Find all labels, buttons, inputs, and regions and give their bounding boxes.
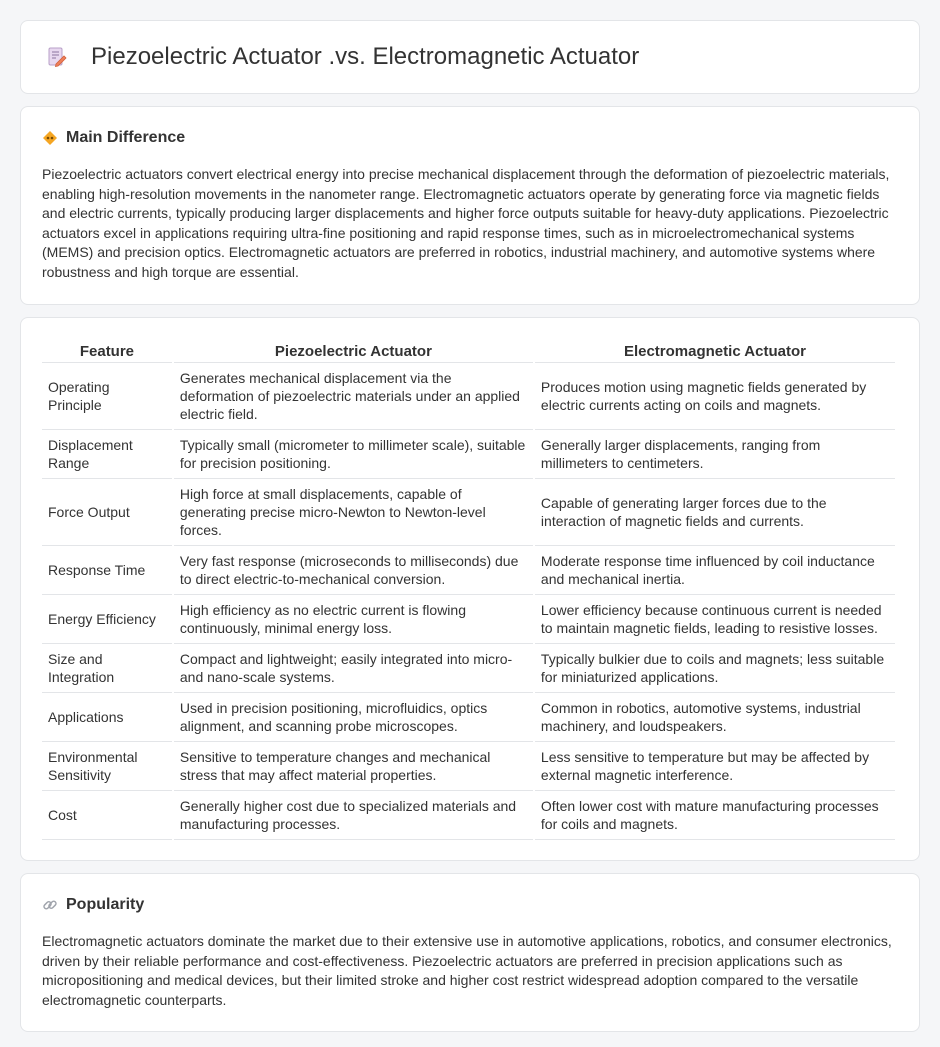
- electromagnetic-cell: Common in robotics, automotive systems, industrial machinery, and loudspeakers.: [535, 693, 895, 742]
- main-difference-section: [20, 106, 920, 305]
- feature-cell: Response Time: [42, 546, 172, 595]
- table-row: [42, 595, 895, 644]
- feature-cell: Applications: [42, 693, 172, 742]
- feature-cell: Cost: [42, 791, 172, 840]
- column-header-piezoelectric: Piezoelectric Actuator: [174, 336, 533, 363]
- column-header-feature: Feature: [42, 336, 172, 363]
- popularity-text: Electromagnetic actuators dominate the market due to their extensive use in automotive applications, robotics, and consumer electronics, driven by their reliable performance and cost-effectiveness. Piezoelectric actuators are preferred in precision applications such as micropositioning and medical devices, but their limited stroke and higher cost restrict widespread adoption compared to the versatile electromagnetic counterparts.: [42, 933, 892, 1008]
- electromagnetic-cell: Capable of generating larger forces due to the interaction of magnetic fields and currents.: [535, 479, 895, 546]
- piezoelectric-cell: High force at small displacements, capable of generating precise micro-Newton to Newton-level forces.: [174, 479, 533, 546]
- piezoelectric-cell: Sensitive to temperature changes and mechanical stress that may affect material properties.: [174, 742, 533, 791]
- feature-cell: Operating Principle: [42, 363, 172, 430]
- electromagnetic-cell: Typically bulkier due to coils and magnets; less suitable for miniaturized applications.: [535, 644, 895, 693]
- diamond-warning-icon: [42, 130, 58, 146]
- comparison-table: [40, 336, 897, 840]
- table-row: [42, 791, 895, 840]
- piezoelectric-cell: Compact and lightweight; easily integrated into micro- and nano-scale systems.: [174, 644, 533, 693]
- comparison-table-card: [20, 317, 920, 861]
- piezoelectric-cell: High efficiency as no electric current is flowing continuously, minimal energy loss.: [174, 595, 533, 644]
- piezoelectric-cell: Generally higher cost due to specialized materials and manufacturing processes.: [174, 791, 533, 840]
- feature-cell: Force Output: [42, 479, 172, 546]
- feature-cell: Size and Integration: [42, 644, 172, 693]
- popularity-title: Popularity: [66, 896, 145, 913]
- piezoelectric-cell: Very fast response (microseconds to milliseconds) due to direct electric-to-mechanical conversion.: [174, 546, 533, 595]
- feature-cell: Displacement Range: [42, 430, 172, 479]
- table-row: [42, 693, 895, 742]
- piezoelectric-cell: Typically small (micrometer to millimeter scale), suitable for precision positioning.: [174, 430, 533, 479]
- feature-cell: Energy Efficiency: [42, 595, 172, 644]
- electromagnetic-cell: Produces motion using magnetic fields generated by electric currents acting on coils and magnets.: [535, 363, 895, 430]
- column-header-electromagnetic: Electromagnetic Actuator: [535, 336, 895, 363]
- page-header: [20, 20, 920, 94]
- main-difference-title: Main Difference: [66, 129, 186, 146]
- electromagnetic-cell: Generally larger displacements, ranging from millimeters to centimeters.: [535, 430, 895, 479]
- piezoelectric-cell: Generates mechanical displacement via the deformation of piezoelectric materials under an applied electric field.: [174, 363, 533, 430]
- piezoelectric-cell: Used in precision positioning, microfluidics, optics alignment, and scanning probe microscopes.: [174, 693, 533, 742]
- table-row: [42, 479, 895, 546]
- electromagnetic-cell: Lower efficiency because continuous current is needed to maintain magnetic fields, leading to resistive losses.: [535, 595, 895, 644]
- table-row: [42, 546, 895, 595]
- page-title: Piezoelectric Actuator .vs. Electromagnetic Actuator: [91, 43, 640, 70]
- electromagnetic-cell: Moderate response time influenced by coil inductance and mechanical inertia.: [535, 546, 895, 595]
- popularity-section: [20, 873, 920, 1032]
- feature-cell: Environmental Sensitivity: [42, 742, 172, 791]
- main-difference-text: Piezoelectric actuators convert electrical energy into precise mechanical displacement through the deformation of piezoelectric materials, enabling high-resolution movements in the nanometer range. Electromagnetic actuators operate by generating force via magnetic fields and electric currents, typically producing larger displacements and higher force outputs suitable for heavy-duty applications. Piezoelectric actuators excel in applications requiring ultra-fine positioning and rapid response times, such as in microelectromechanical systems (MEMS) and precision optics. Electromagnetic actuators are preferred in robotics, industrial machinery, and automotive systems where robustness and high torque are essential.: [42, 166, 890, 280]
- electromagnetic-cell: Often lower cost with mature manufacturing processes for coils and magnets.: [535, 791, 895, 840]
- electromagnetic-cell: Less sensitive to temperature but may be affected by external magnetic interference.: [535, 742, 895, 791]
- document-edit-icon: [45, 45, 69, 69]
- table-row: [42, 363, 895, 430]
- table-row: [42, 644, 895, 693]
- table-row: [42, 430, 895, 479]
- link-icon: [42, 897, 58, 913]
- table-row: [42, 742, 895, 791]
